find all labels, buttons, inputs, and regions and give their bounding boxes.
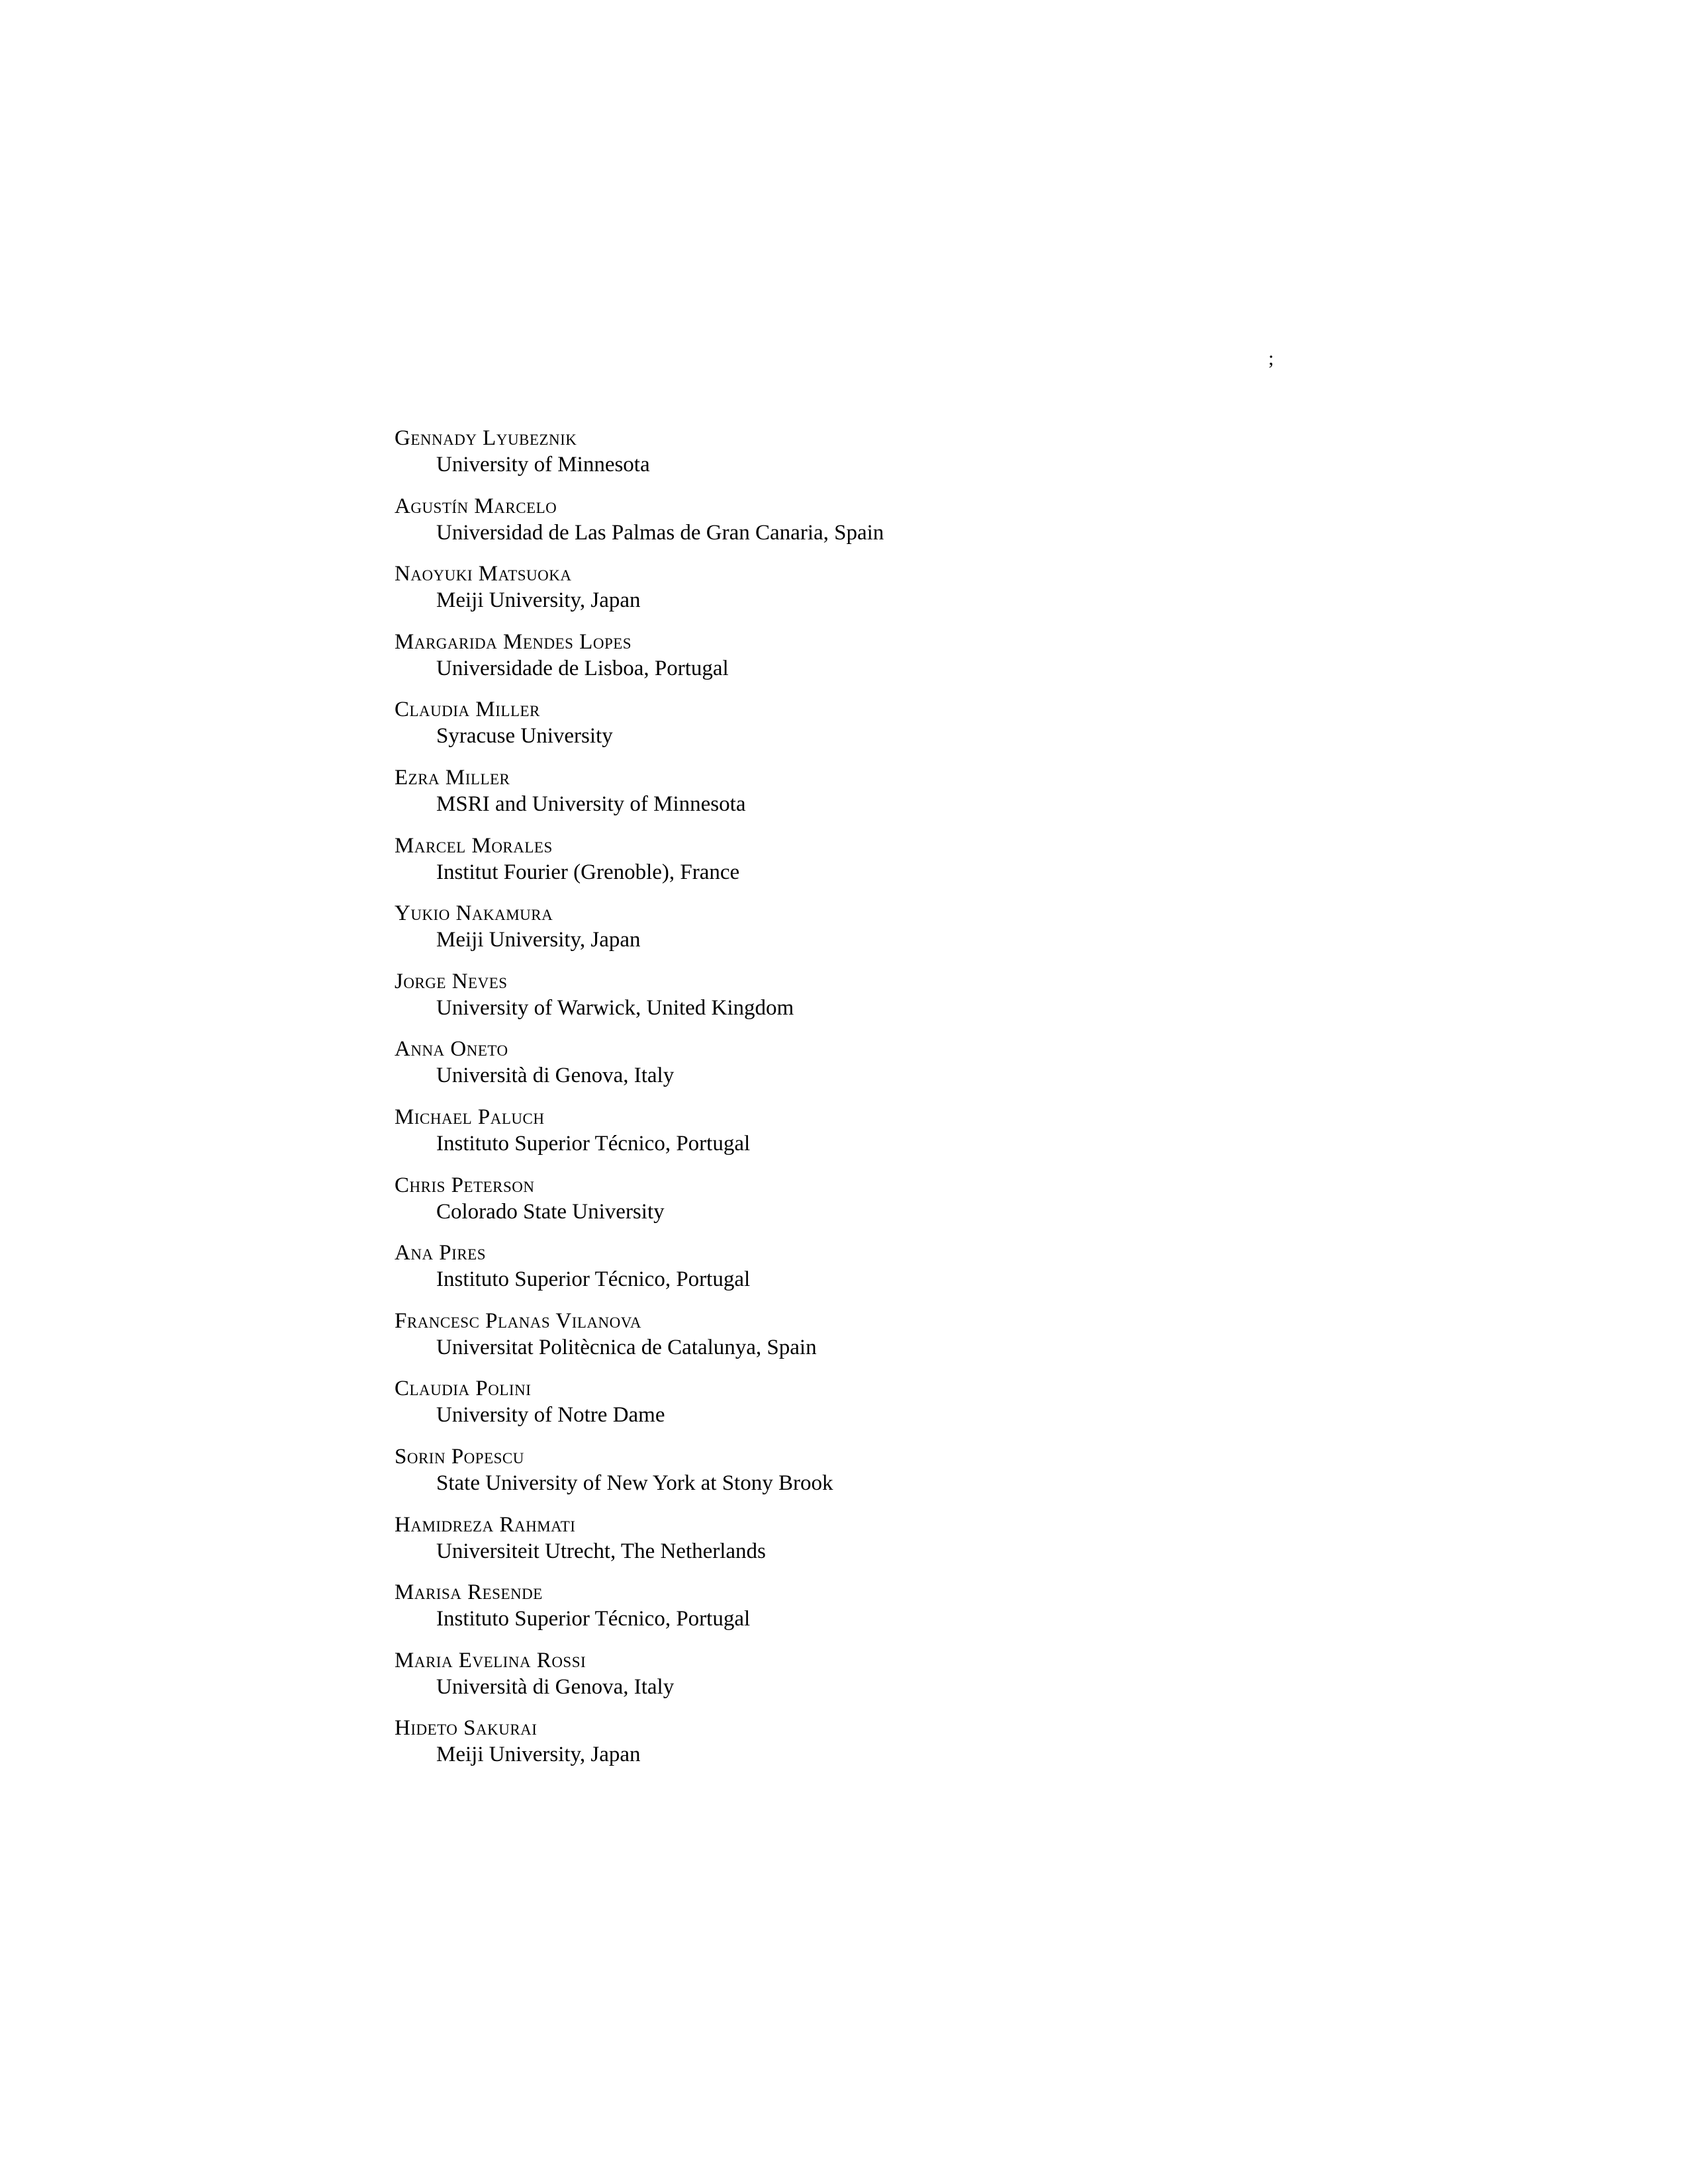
participant-affiliation: Università di Genova, Italy xyxy=(436,1674,675,1699)
participant-name: Gennady Lyubeznik xyxy=(395,426,577,450)
participant-affiliation: Meiji University, Japan xyxy=(436,1743,641,1767)
participant-name: Chris Peterson xyxy=(395,1173,535,1197)
participant-entry xyxy=(395,696,1387,764)
participant-entry xyxy=(395,900,1387,968)
participant-affiliation: Universitat Politècnica de Catalunya, Spain xyxy=(436,1335,817,1359)
participant-entry xyxy=(395,1715,1387,1783)
participant-name: Anna Oneto xyxy=(395,1037,508,1062)
participant-affiliation: Universidad de Las Palmas de Gran Canaria, Spain xyxy=(436,520,884,545)
participant-name: Ana Pires xyxy=(395,1241,486,1265)
participant-name: Yukio Nakamura xyxy=(395,901,553,926)
participant-entry xyxy=(395,1240,1387,1308)
participant-name: Francesc Planas Vilanova xyxy=(395,1308,641,1333)
participant-entry xyxy=(395,1308,1387,1376)
participant-entry xyxy=(395,968,1387,1036)
participant-affiliation: Syracuse University xyxy=(436,724,613,749)
participant-name: Maria Evelina Rossi xyxy=(395,1648,586,1672)
participant-entry xyxy=(395,1375,1387,1443)
participant-entry xyxy=(395,493,1387,561)
page-mark: ; xyxy=(1268,347,1274,369)
participant-entry xyxy=(395,1579,1387,1647)
participant-entry xyxy=(395,764,1387,833)
participant-affiliation: Instituto Superior Técnico, Portugal xyxy=(436,1607,751,1631)
participant-entry xyxy=(395,425,1387,493)
participant-entry xyxy=(395,1443,1387,1512)
participant-affiliation: Universiteit Utrecht, The Netherlands xyxy=(436,1539,766,1563)
participant-affiliation: State University of New York at Stony Brook xyxy=(436,1471,833,1495)
participant-name: Margarida Mendes Lopes xyxy=(395,629,632,654)
participant-list xyxy=(395,425,1387,1783)
participant-affiliation: Università di Genova, Italy xyxy=(436,1064,675,1088)
participant-entry xyxy=(395,1647,1387,1715)
participant-affiliation: Meiji University, Japan xyxy=(436,588,641,613)
participant-name: Claudia Polini xyxy=(395,1377,532,1401)
participant-entry xyxy=(395,1036,1387,1104)
participant-entry xyxy=(395,1104,1387,1172)
participant-name: Naoyuki Matsuoka xyxy=(395,562,572,586)
participant-affiliation: Universidade de Lisboa, Portugal xyxy=(436,656,729,680)
participant-name: Hideto Sakurai xyxy=(395,1716,538,1741)
participant-affiliation: MSRI and University of Minnesota xyxy=(436,792,746,816)
participant-name: Agustín Marcelo xyxy=(395,494,557,518)
participant-affiliation: Instituto Superior Técnico, Portugal xyxy=(436,1131,751,1156)
participant-name: Michael Paluch xyxy=(395,1105,545,1129)
participant-affiliation: Instituto Superior Técnico, Portugal xyxy=(436,1267,751,1292)
participant-name: Marcel Morales xyxy=(395,833,553,858)
participant-name: Jorge Neves xyxy=(395,969,508,993)
participant-name: Hamidreza Rahmati xyxy=(395,1512,576,1537)
participant-affiliation: University of Notre Dame xyxy=(436,1403,665,1428)
participant-name: Ezra Miller xyxy=(395,765,510,790)
participant-name: Marisa Resende xyxy=(395,1580,543,1605)
participant-entry xyxy=(395,833,1387,901)
participant-entry xyxy=(395,561,1387,629)
participant-entry xyxy=(395,1172,1387,1240)
participant-entry xyxy=(395,629,1387,697)
participant-affiliation: University of Warwick, United Kingdom xyxy=(436,995,794,1020)
participant-affiliation: Institut Fourier (Grenoble), France xyxy=(436,860,740,884)
participant-affiliation: Meiji University, Japan xyxy=(436,928,641,952)
participant-entry xyxy=(395,1512,1387,1580)
participant-name: Claudia Miller xyxy=(395,698,540,722)
participant-affiliation: University of Minnesota xyxy=(436,453,650,477)
participant-affiliation: Colorado State University xyxy=(436,1199,665,1224)
participant-name: Sorin Popescu xyxy=(395,1444,524,1469)
